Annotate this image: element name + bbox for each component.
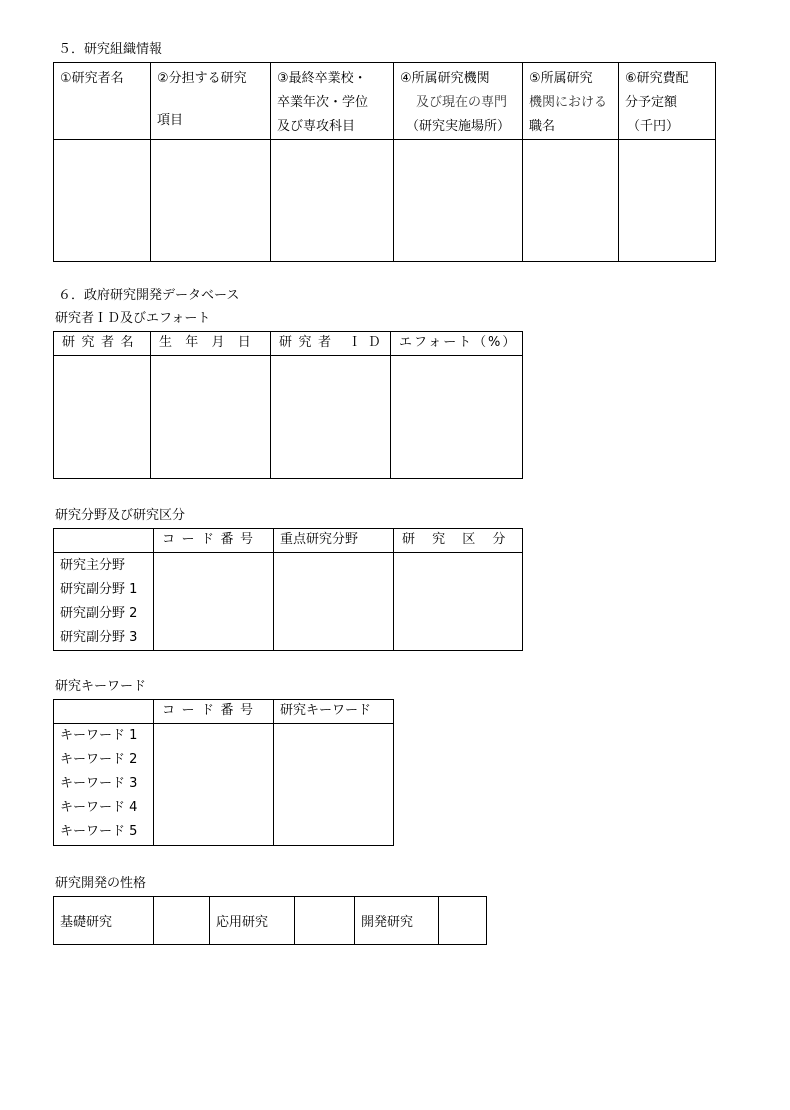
- table-row: [54, 140, 716, 262]
- header-code-number: コード番号: [154, 700, 274, 724]
- input-cell[interactable]: [619, 140, 716, 262]
- table-header-row: [54, 63, 716, 140]
- header-education: ③最終卒業校・ 卒業年次・学位 及び専攻科目: [271, 63, 394, 140]
- checkbox-basic-research[interactable]: [154, 897, 210, 945]
- input-cell[interactable]: [394, 140, 523, 262]
- header-researcher-name: ①研究者名: [54, 63, 151, 140]
- researcher-id-title: 研究者ＩＤ及びエフォート: [55, 311, 211, 326]
- table-header-row: [54, 529, 523, 553]
- research-nature-title: 研究開発の性格: [55, 876, 147, 891]
- header-effort: エフォート（%）: [391, 332, 523, 356]
- row-label-main-field: 研究主分野: [60, 558, 126, 573]
- label-basic-research: 基礎研究: [54, 897, 154, 945]
- research-nature-table: [53, 896, 487, 945]
- row-label-sub-field-2: 研究副分野 2: [60, 606, 138, 621]
- row-label-keyword-5: キーワード 5: [60, 824, 138, 839]
- header-researcher-id: 研究者 ＩＤ: [271, 332, 391, 356]
- input-cell[interactable]: [274, 553, 394, 651]
- input-cell[interactable]: [523, 140, 619, 262]
- checkbox-development-research[interactable]: [439, 897, 487, 945]
- checkbox-applied-research[interactable]: [295, 897, 355, 945]
- research-field-table: [53, 528, 523, 651]
- input-cell[interactable]: [394, 553, 523, 651]
- header-research-keyword: 研究キーワード: [274, 700, 394, 724]
- header-research-item: ②分担する研究 項目: [151, 63, 271, 140]
- row-label-keyword-3: キーワード 3: [60, 776, 138, 791]
- row-label-keyword-2: キーワード 2: [60, 752, 138, 767]
- input-cell[interactable]: [151, 356, 271, 479]
- row-labels: [54, 724, 154, 846]
- row-label-keyword-4: キーワード 4: [60, 800, 138, 815]
- section-6-title: ６．政府研究開発データベース: [58, 288, 240, 303]
- input-cell[interactable]: [54, 356, 151, 479]
- table-row: [54, 897, 487, 945]
- keyword-title: 研究キーワード: [55, 679, 147, 694]
- header-affiliation: ④所属研究機関 及び現在の専門 （研究実施場所）: [394, 63, 523, 140]
- header-budget: ⑥研究費配 分予定額 （千円）: [619, 63, 716, 140]
- header-blank: [54, 529, 154, 553]
- table-row: [54, 724, 394, 846]
- row-label-keyword-1: キーワード 1: [60, 728, 138, 743]
- keyword-table: [53, 699, 394, 846]
- table-row: [54, 553, 523, 651]
- input-cell[interactable]: [271, 140, 394, 262]
- input-cell[interactable]: [151, 140, 271, 262]
- label-applied-research: 応用研究: [210, 897, 295, 945]
- input-cell[interactable]: [274, 724, 394, 846]
- header-blank: [54, 700, 154, 724]
- table-header-row: [54, 332, 523, 356]
- table-header-row: [54, 700, 394, 724]
- label-development-research: 開発研究: [355, 897, 439, 945]
- research-field-title: 研究分野及び研究区分: [55, 508, 186, 523]
- row-labels: [54, 553, 154, 651]
- input-cell[interactable]: [154, 724, 274, 846]
- input-cell[interactable]: [271, 356, 391, 479]
- input-cell[interactable]: [54, 140, 151, 262]
- header-job-title: ⑤所属研究 機関における 職名: [523, 63, 619, 140]
- row-label-sub-field-3: 研究副分野 3: [60, 630, 138, 645]
- input-cell[interactable]: [154, 553, 274, 651]
- header-researcher-name: 研究者名: [54, 332, 151, 356]
- header-code-number: コード番号: [154, 529, 274, 553]
- header-research-category: 研 究 区 分: [394, 529, 523, 553]
- header-priority-field: 重点研究分野: [274, 529, 394, 553]
- input-cell[interactable]: [391, 356, 523, 479]
- section-5-title: ５．研究組織情報: [58, 42, 163, 57]
- researcher-id-table: [53, 331, 523, 479]
- header-birth-date: 生 年 月 日: [151, 332, 271, 356]
- research-organization-table: [53, 62, 716, 262]
- row-label-sub-field-1: 研究副分野 1: [60, 582, 138, 597]
- table-row: [54, 356, 523, 479]
